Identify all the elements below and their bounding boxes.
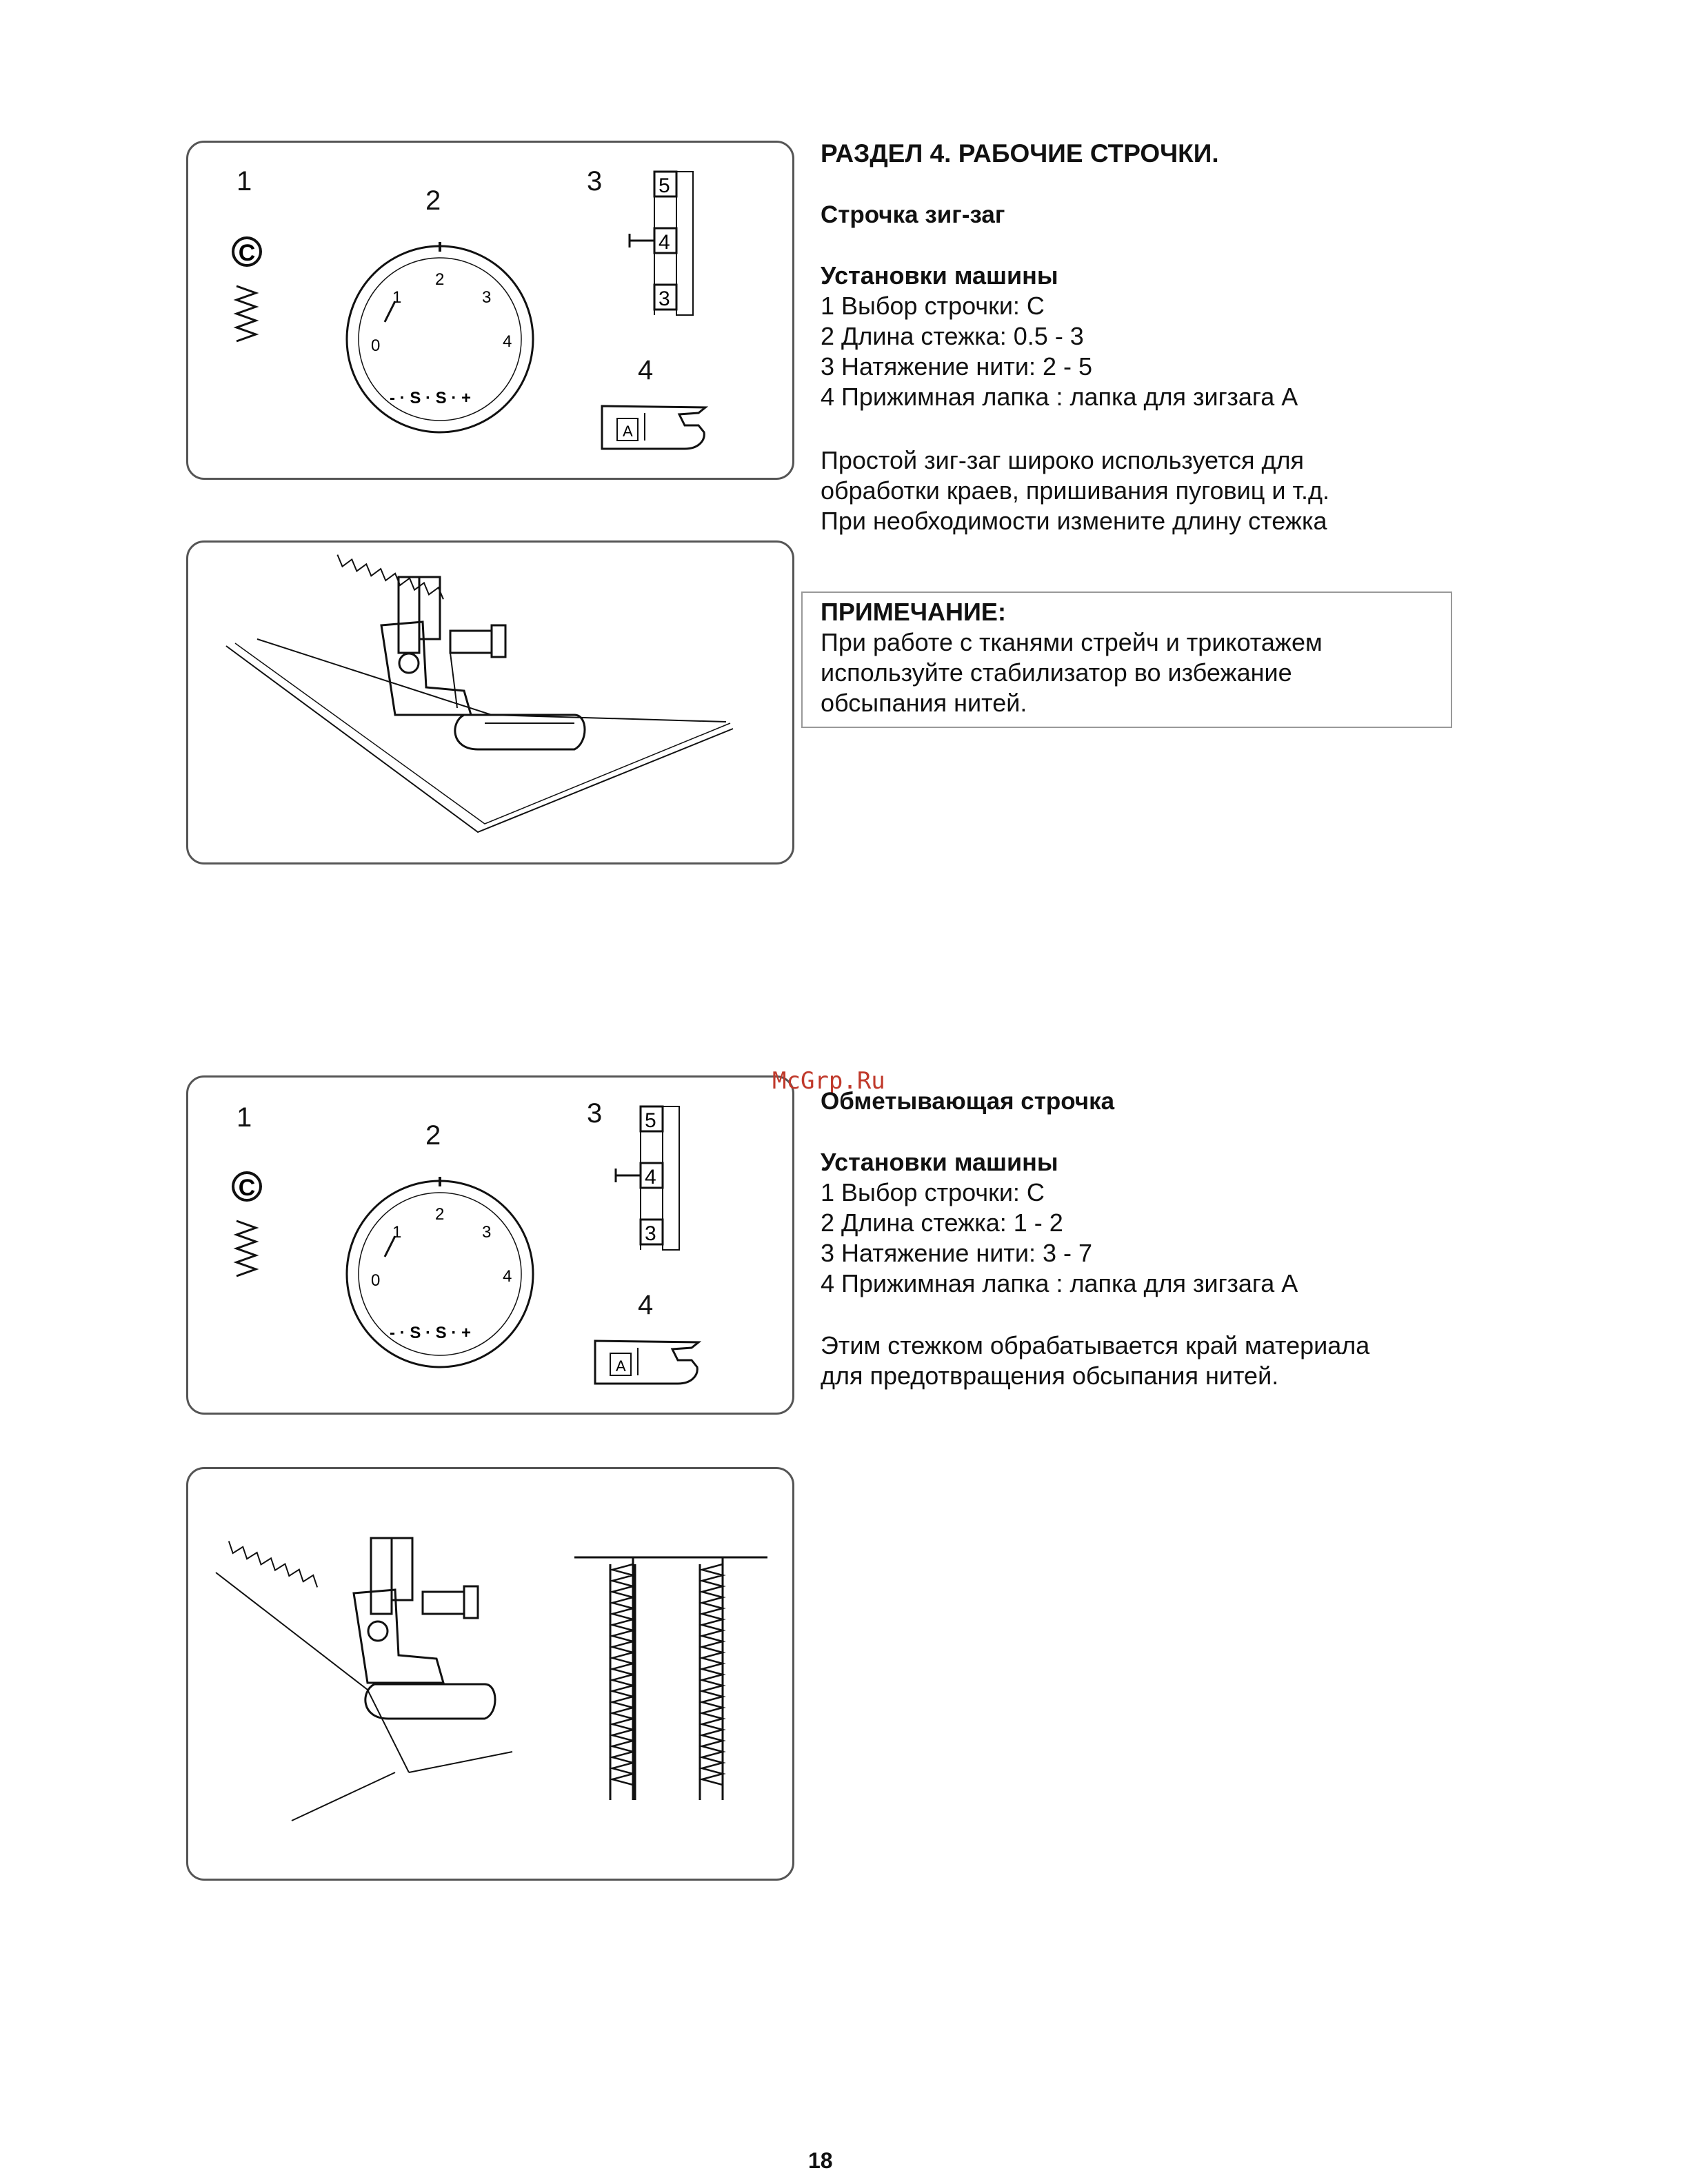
page-title: РАЗДЕЛ 4. РАБОЧИЕ СТРОЧКИ. xyxy=(821,139,1219,168)
label-4: 4 xyxy=(638,355,654,385)
dial-number-3: 3 xyxy=(482,1223,492,1242)
setting-item: 3 Натяжение нити: 3 - 7 xyxy=(821,1239,1092,1267)
tension-value-5: 5 xyxy=(659,174,670,197)
label-3: 3 xyxy=(587,1098,603,1129)
note-title: ПРИМЕЧАНИЕ: xyxy=(821,598,1006,626)
dial-number-0: 0 xyxy=(371,336,381,355)
label-2: 2 xyxy=(425,1120,441,1151)
dial-number-2: 2 xyxy=(435,270,445,289)
tension-value-5: 5 xyxy=(645,1109,656,1132)
description-overcast xyxy=(821,1331,1369,1391)
label-1: 1 xyxy=(237,1102,252,1133)
setting-item: 2 Длина стежка: 1 - 2 xyxy=(821,1209,1063,1237)
settings-heading: Установки машины xyxy=(821,261,1058,290)
dial-number-1: 1 xyxy=(392,1223,402,1242)
dial-number-1: 1 xyxy=(392,288,402,307)
zigzag-foot-a-icon xyxy=(595,1341,699,1384)
note-line: При работе с тканями стрейч и трикотажем xyxy=(821,628,1323,656)
dial-number-4: 4 xyxy=(503,1267,512,1286)
tension-value-4: 4 xyxy=(645,1166,656,1189)
overcast-illustration xyxy=(188,1469,796,1883)
description-line: При необходимости измените длину стежка xyxy=(821,507,1327,535)
label-4: 4 xyxy=(638,1290,654,1320)
dial-bottom-label: - · S · S · + xyxy=(390,389,472,407)
section-subtitle-zigzag: Строчка зиг-заг xyxy=(821,201,1005,228)
note-box xyxy=(801,592,1452,728)
settings-block-overcast xyxy=(821,1147,1298,1299)
overcast-stitch-sample-icon xyxy=(574,1557,767,1800)
sewing-foot-illustration xyxy=(188,543,796,867)
foot-letter: A xyxy=(623,423,633,440)
zigzag-stitch-icon xyxy=(237,1221,256,1276)
pattern-letter: C xyxy=(238,1175,256,1201)
label-2: 2 xyxy=(425,185,441,216)
description-line: Простой зиг-заг широко используется для xyxy=(821,446,1304,474)
label-1: 1 xyxy=(237,166,252,196)
dial-number-3: 3 xyxy=(482,288,492,307)
zigzag-foot-a-icon xyxy=(602,406,705,449)
pattern-letter: C xyxy=(238,240,256,266)
description-line: обработки краев, пришивания пуговиц и т.д. xyxy=(821,476,1329,505)
illustration-panel-overcast xyxy=(186,1467,794,1881)
setting-item: 1 Выбор строчки: С xyxy=(821,1178,1045,1206)
setting-item: 1 Выбор строчки: С xyxy=(821,292,1045,320)
tension-value-4: 4 xyxy=(659,231,670,254)
dial-number-2: 2 xyxy=(435,1205,445,1224)
description-line: для предотвращения обсыпания нитей. xyxy=(821,1362,1279,1390)
tension-value-3: 3 xyxy=(645,1222,656,1245)
description-zigzag xyxy=(821,445,1329,536)
dial-bottom-label: - · S · S · + xyxy=(390,1324,472,1342)
settings-heading: Установки машины xyxy=(821,1148,1058,1176)
zigzag-stitch-icon xyxy=(237,286,256,341)
note-line: обсыпания нитей. xyxy=(821,689,1027,717)
setting-item: 2 Длина стежка: 0.5 - 3 xyxy=(821,322,1084,350)
settings-panel-zigzag xyxy=(186,141,794,480)
section-subtitle-overcast: Обметывающая строчка xyxy=(821,1088,1115,1115)
label-3: 3 xyxy=(587,166,603,196)
settings-drawing xyxy=(188,143,796,482)
settings-drawing xyxy=(188,1078,796,1417)
setting-item: 3 Натяжение нити: 2 - 5 xyxy=(821,352,1092,381)
description-line: Этим стежком обрабатывается край материала xyxy=(821,1331,1370,1359)
setting-item: 4 Прижимная лапка : лапка для зигзага А xyxy=(821,383,1298,411)
settings-panel-overcast xyxy=(186,1075,794,1415)
setting-item: 4 Прижимная лапка : лапка для зигзага А xyxy=(821,1269,1298,1297)
illustration-panel-zigzag xyxy=(186,540,794,865)
note-line: используйте стабилизатор во избежание xyxy=(821,658,1292,687)
watermark: McGrp.Ru xyxy=(772,1067,885,1095)
settings-block-zigzag xyxy=(821,261,1298,412)
dial-number-0: 0 xyxy=(371,1271,381,1290)
tension-value-3: 3 xyxy=(659,287,670,310)
page-number: 18 xyxy=(808,2148,833,2173)
foot-letter: A xyxy=(616,1357,626,1375)
dial-number-4: 4 xyxy=(503,332,512,351)
